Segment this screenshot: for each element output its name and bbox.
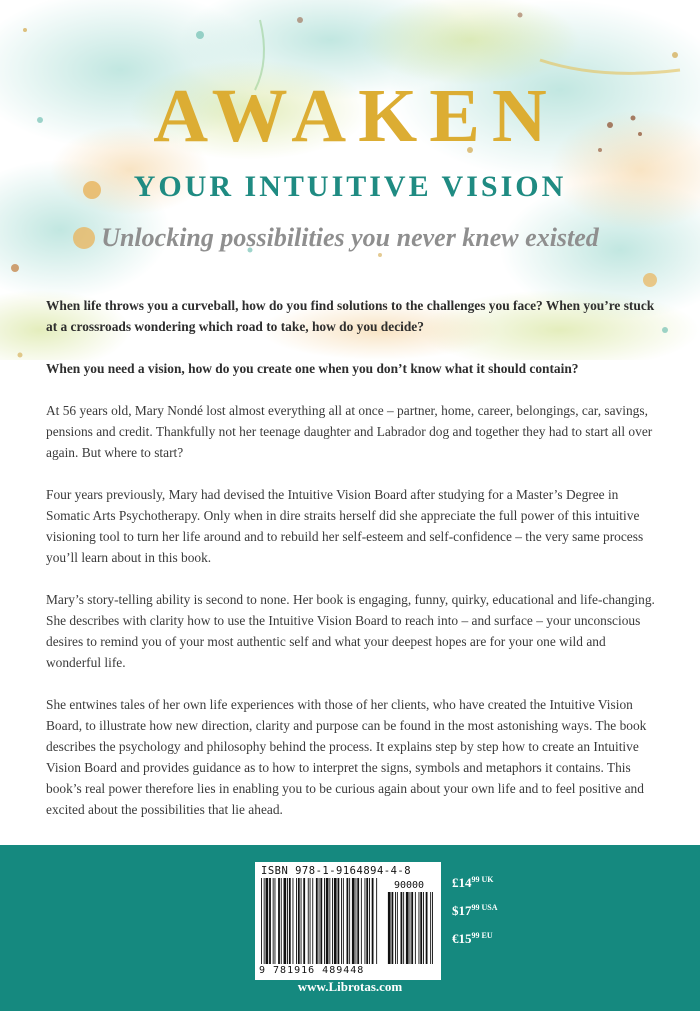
book-tagline: Unlocking possibilities you never knew existed (101, 223, 599, 252)
isbn-label: ISBN 978-1-9164894-4-8 (261, 865, 412, 877)
blurb-paragraph: Mary’s story-telling ability is second to none. Her book is engaging, funny, quirky, educational and life-changing. She describes with clarity how to use the Intuitive Vision Board to reach into – and surface – your unconscious desires to remind you of your most authentic self and what your deepest hopes are for your one wild and wonderful life. (46, 592, 655, 670)
barcode-panel (255, 862, 441, 980)
book-subtitle: YOUR INTUITIVE VISION (133, 170, 567, 203)
blurb-paragraph: Four years previously, Mary had devised the Intuitive Vision Board after studying for a Master’s Degree in Somatic Arts Psychotherapy. Only when in dire straits herself did she appreciate the full power of this intuitive visioning tool to turn her life around and to rebuild her self-esteem and self-confidence – the very same process you’ll learn about in this book. (46, 487, 644, 565)
price-uk (452, 867, 542, 895)
price-currency: EU (481, 931, 493, 940)
price-currency: UK (481, 875, 494, 884)
intro-paragraph: When you need a vision, how do you create one when you don’t know what it should contain? (46, 361, 579, 376)
price-amount: €15 (452, 931, 472, 946)
book-title: AWAKEN (153, 74, 559, 158)
ean-number: 9 781916 489448 (259, 965, 365, 976)
blurb (46, 295, 658, 841)
publisher-website: www.Librotas.com (297, 979, 403, 994)
barcode-graphic (259, 878, 435, 964)
barcode-addon-number: 90000 (393, 880, 425, 891)
price-list (452, 867, 542, 951)
price-amount: £14 (452, 875, 472, 890)
price-cents: 99 (471, 931, 480, 940)
price-amount: $17 (452, 903, 472, 918)
price-cents: 99 (471, 875, 480, 884)
intro-paragraph: When life throws you a curveball, how do you find solutions to the challenges you face? When you’re stuck at a crossroads wondering which road to take, how do you decide? (46, 298, 655, 334)
price-usa (452, 895, 542, 923)
blurb-paragraph: At 56 years old, Mary Nondé lost almost everything all at once – partner, home, career, belongings, car, savings, pensions and credit. Thankfully not her teenage daughter and Labrador dog and together they had to start all over again. But where to start? (46, 403, 653, 460)
price-cents: 99 (471, 903, 480, 912)
blurb-paragraph: She entwines tales of her own life experiences with those of her clients, who have created the Intuitive Vision Board, to illustrate how new direction, clarity and purpose can be found in the most astonishing ways. The book describes the psychology and philosophy behind the process. It explains step by step how to create an Intuitive Vision Board and provides guidance as to how to interpret the signs, symbols and metaphors it contains. This book’s real power therefore lies in enabling you to be curious again about your own life and to feel positive and excited about the possibilities that lie ahead. (46, 697, 647, 817)
footer-band (0, 845, 700, 1011)
price-currency: USA (481, 903, 498, 912)
price-eu (452, 923, 542, 951)
